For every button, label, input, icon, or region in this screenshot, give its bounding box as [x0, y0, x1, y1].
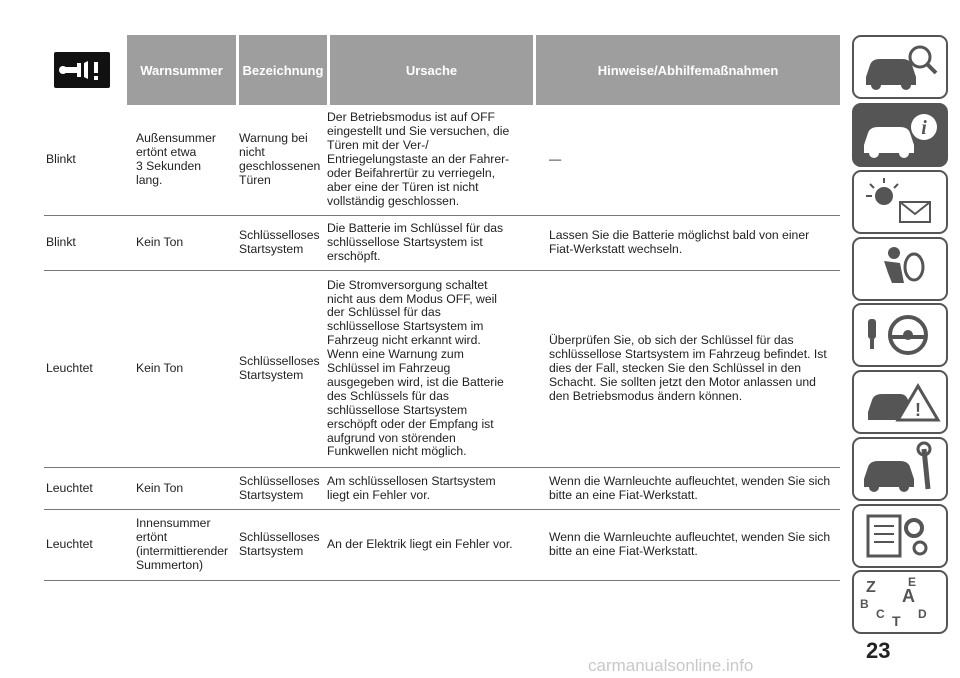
- svg-text:D: D: [918, 607, 927, 621]
- cell-buzzer: Innensummer ertönt (intermittierender Summerton): [136, 516, 229, 572]
- car-wrench-icon[interactable]: [852, 437, 948, 501]
- cell-light: Leuchtet: [46, 361, 93, 376]
- list-gears-icon[interactable]: [852, 504, 948, 568]
- key-steering-wheel-icon[interactable]: [852, 303, 948, 367]
- cell-remedy: Lassen Sie die Batterie möglichst bald von einer Fiat-Werkstatt wechseln.: [549, 228, 810, 256]
- table-row: [44, 216, 840, 271]
- table-row: [44, 510, 840, 581]
- cell-remedy: —: [549, 152, 562, 167]
- header-icon-cell: [44, 35, 124, 105]
- page-number: 23: [866, 638, 891, 663]
- svg-text:!: !: [915, 400, 921, 420]
- cell-cause: Am schlüssellosen Startsystem liegt ein Fehler vor.: [327, 473, 496, 502]
- table-row: [44, 271, 840, 468]
- cell-light: Blinkt: [46, 235, 76, 250]
- cell-remedy: Wenn die Warnleuchte aufleuchtet, wenden Sie sich bitte an eine Fiat-Werkstatt.: [549, 473, 831, 502]
- table-header: [44, 35, 840, 105]
- car-info-icon[interactable]: [852, 103, 948, 167]
- cell-name: Schlüsselloses Startsystem: [239, 530, 320, 558]
- svg-text:A: A: [902, 586, 915, 606]
- cell-buzzer: Außensummer ertönt etwa 3 Sekunden lang.: [136, 131, 216, 187]
- table-row: [44, 105, 840, 216]
- cell-light: Blinkt: [46, 152, 76, 167]
- cell-remedy: Wenn die Warnleuchte aufleuchtet, wenden Sie sich bitte an eine Fiat-Werkstatt.: [549, 530, 831, 558]
- svg-text:E: E: [908, 575, 917, 589]
- cell-buzzer: Kein Ton: [136, 480, 184, 495]
- airbag-person-icon[interactable]: [852, 237, 948, 301]
- car-warning-triangle-icon[interactable]: [852, 370, 948, 434]
- cell-cause: Die Batterie im Schlüssel für das schlüssellose Startsystem ist erschöpft.: [327, 221, 504, 263]
- header-col-buzzer: Warnsummer: [140, 62, 223, 78]
- svg-text:B: B: [860, 597, 869, 611]
- cell-buzzer: Kein Ton: [136, 235, 184, 250]
- svg-text:C: C: [876, 607, 885, 621]
- cell-cause: An der Elektrik liegt ein Fehler vor.: [327, 537, 513, 552]
- cell-light: Leuchtet: [46, 480, 93, 495]
- cell-light: Leuchtet: [46, 537, 93, 552]
- cell-name: Schlüsselloses Startsystem: [239, 473, 320, 502]
- cell-cause: Der Betriebsmodus ist auf OFF eingestellt und Sie versuchen, die Türen mit der Ver-/ Entriegelungstaste an der Fahrer- oder Beifahrertür zu verriegeln, aber eine der Türen ist nicht vollständig geschlossen.: [327, 110, 510, 208]
- header-col-name: Bezeichnung: [242, 62, 324, 78]
- svg-text:Z: Z: [866, 579, 876, 596]
- warning-table: [44, 35, 840, 581]
- alphabet-index-icon[interactable]: [852, 570, 948, 634]
- cell-remedy: Überprüfen Sie, ob sich der Schlüssel für das schlüssellose Startsystem im Fahrzeug befindet. Ist dies der Fall, stecken Sie den Schlüssel in den Schacht. Sie sollten jetzt den Motor anlassen und den Betriebsmodus ändern können.: [549, 333, 827, 403]
- cell-name: Warnung bei nicht geschlossenen Türen: [239, 131, 321, 187]
- cell-name: Schlüsselloses Startsystem: [239, 354, 320, 382]
- header-col-remedy: Hinweise/Abhilfemaßnahmen: [597, 62, 779, 78]
- table-row: [44, 468, 840, 510]
- warning-light-envelope-icon[interactable]: [852, 170, 948, 234]
- key-warning-icon: [54, 52, 110, 88]
- cell-name: Schlüsselloses Startsystem: [239, 228, 320, 256]
- cell-buzzer: Kein Ton: [136, 361, 184, 376]
- footer-watermark: carmanualsonline.info: [588, 656, 754, 675]
- cell-cause: Die Stromversorgung schaltet nicht aus dem Modus OFF, weil der Schlüssel für das schlüssellose Startsystem im Fahrzeug nicht erkannt wird. Wenn eine Warnung zum Schlüssel im Fahrzeug ausgegeben wird, ist die Batterie des Schlüssels für das schlüssellose Startsystem erschöpft oder der Empfang ist aufgrund von störenden Funkwellen nicht möglich.: [327, 277, 504, 459]
- svg-text:T: T: [892, 613, 901, 629]
- header-col-cause: Ursache: [405, 62, 458, 78]
- svg-text:i: i: [921, 117, 927, 139]
- car-search-icon[interactable]: [852, 35, 948, 99]
